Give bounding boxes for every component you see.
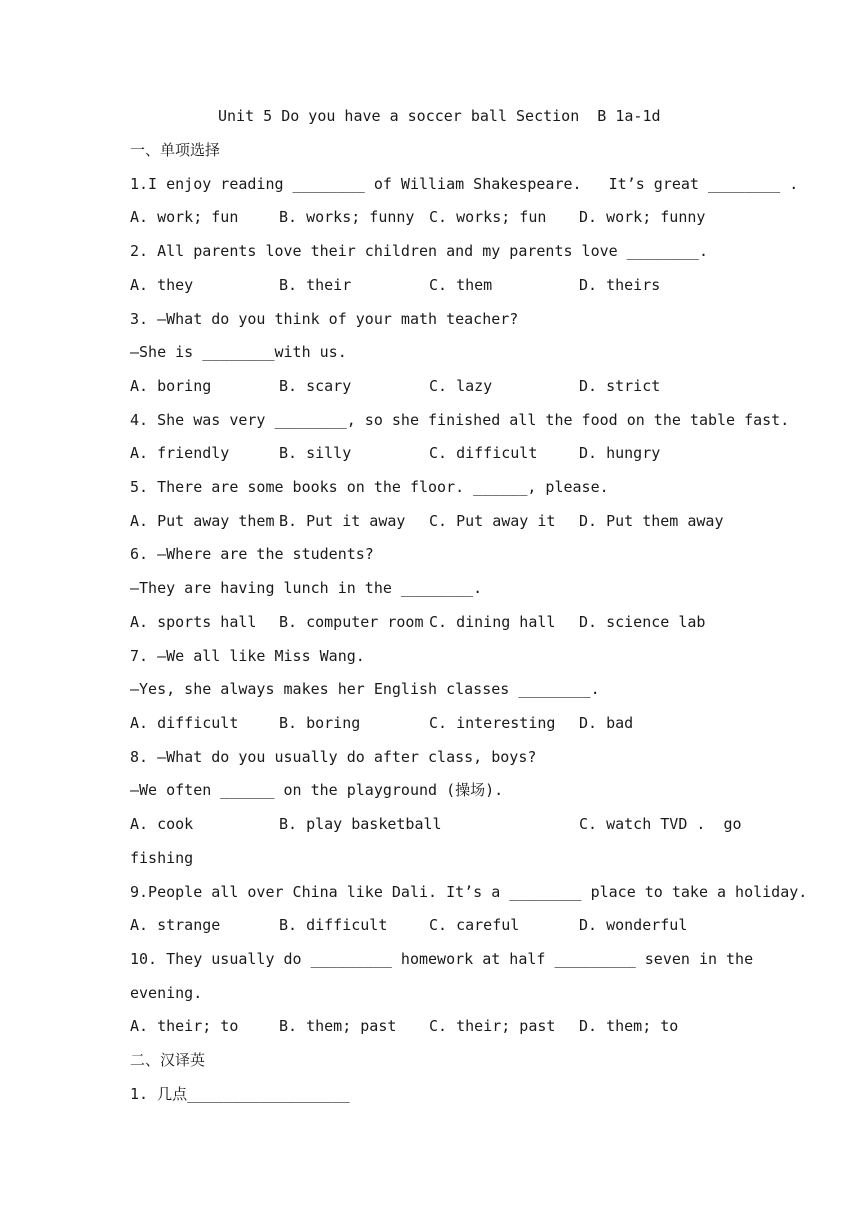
q8-option-c-d: C. watch TVD . go bbox=[579, 815, 742, 833]
q3-option-a: A. boring bbox=[130, 377, 212, 395]
question-6: 6. —Where are the students? bbox=[130, 545, 374, 563]
question-6-response: —They are having lunch in the ________. bbox=[130, 579, 483, 597]
q9-option-b: B. difficult bbox=[279, 916, 388, 934]
q9-option-d: D. wonderful bbox=[579, 916, 688, 934]
question-8-response: —We often ______ on the playground (操场). bbox=[130, 781, 504, 799]
q6-option-c: C. dining hall bbox=[429, 613, 556, 631]
question-7-response: —Yes, she always makes her English classes ________. bbox=[130, 680, 600, 698]
q3-option-c: C. lazy bbox=[429, 377, 493, 395]
translation-item-1: 1. 几点__________________ bbox=[130, 1085, 350, 1103]
q4-option-c: C. difficult bbox=[429, 444, 538, 462]
question-10: 10. They usually do _________ homework at half _________ seven in the bbox=[130, 950, 754, 968]
q2-option-d: D. theirs bbox=[579, 276, 661, 294]
q3-option-b: B. scary bbox=[279, 377, 352, 395]
question-10-continued: evening. bbox=[130, 984, 203, 1002]
q8-option-b: B. play basketball bbox=[279, 815, 442, 833]
q1-option-c: C. works; fun bbox=[429, 208, 547, 226]
q7-option-b: B. boring bbox=[279, 714, 361, 732]
q2-option-a: A. they bbox=[130, 276, 194, 294]
question-3-response: —She is ________with us. bbox=[130, 343, 347, 361]
q2-option-b: B. their bbox=[279, 276, 352, 294]
question-2: 2. All parents love their children and my parents love ________. bbox=[130, 242, 708, 260]
q10-option-b: B. them; past bbox=[279, 1017, 397, 1035]
q6-option-b: B. computer room bbox=[279, 613, 424, 631]
q4-option-d: D. hungry bbox=[579, 444, 661, 462]
q6-option-d: D. science lab bbox=[579, 613, 706, 631]
q5-option-a: A. Put away them bbox=[130, 512, 275, 530]
q10-option-d: D. them; to bbox=[579, 1017, 679, 1035]
q1-option-a: A. work; fun bbox=[130, 208, 239, 226]
q5-option-b: B. Put it away bbox=[279, 512, 406, 530]
question-7: 7. —We all like Miss Wang. bbox=[130, 647, 365, 665]
q2-option-c: C. them bbox=[429, 276, 493, 294]
q7-option-d: D. bad bbox=[579, 714, 634, 732]
q7-option-a: A. difficult bbox=[130, 714, 239, 732]
q7-option-c: C. interesting bbox=[429, 714, 556, 732]
q4-option-b: B. silly bbox=[279, 444, 352, 462]
question-5: 5. There are some books on the floor. ______, please. bbox=[130, 478, 609, 496]
question-1: 1.I enjoy reading ________ of William Shakespeare. It’s great ________ . bbox=[130, 175, 799, 193]
q1-option-b: B. works; funny bbox=[279, 208, 415, 226]
question-3: 3. —What do you think of your math teacher? bbox=[130, 310, 519, 328]
document-title: Unit 5 Do you have a soccer ball Section B 1a-1d bbox=[218, 107, 661, 125]
q6-option-a: A. sports hall bbox=[130, 613, 257, 631]
q9-option-c: C. careful bbox=[429, 916, 520, 934]
question-9: 9.People all over China like Dali. It’s a ________ place to take a holiday. bbox=[130, 883, 808, 901]
q4-option-a: A. friendly bbox=[130, 444, 230, 462]
q5-option-d: D. Put them away bbox=[579, 512, 724, 530]
q3-option-d: D. strict bbox=[579, 377, 661, 395]
q1-option-d: D. work; funny bbox=[579, 208, 706, 226]
q10-option-c: C. their; past bbox=[429, 1017, 556, 1035]
q8-option-d-continued: fishing bbox=[130, 849, 194, 867]
question-8: 8. —What do you usually do after class, boys? bbox=[130, 748, 537, 766]
q8-option-a: A. cook bbox=[130, 815, 194, 833]
q9-option-a: A. strange bbox=[130, 916, 221, 934]
question-4: 4. She was very ________, so she finished all the food on the table fast. bbox=[130, 411, 790, 429]
q5-option-c: C. Put away it bbox=[429, 512, 556, 530]
section-heading-multiple-choice: 一、单项选择 bbox=[130, 141, 221, 159]
q10-option-a: A. their; to bbox=[130, 1017, 239, 1035]
section-heading-translation: 二、汉译英 bbox=[130, 1051, 206, 1069]
